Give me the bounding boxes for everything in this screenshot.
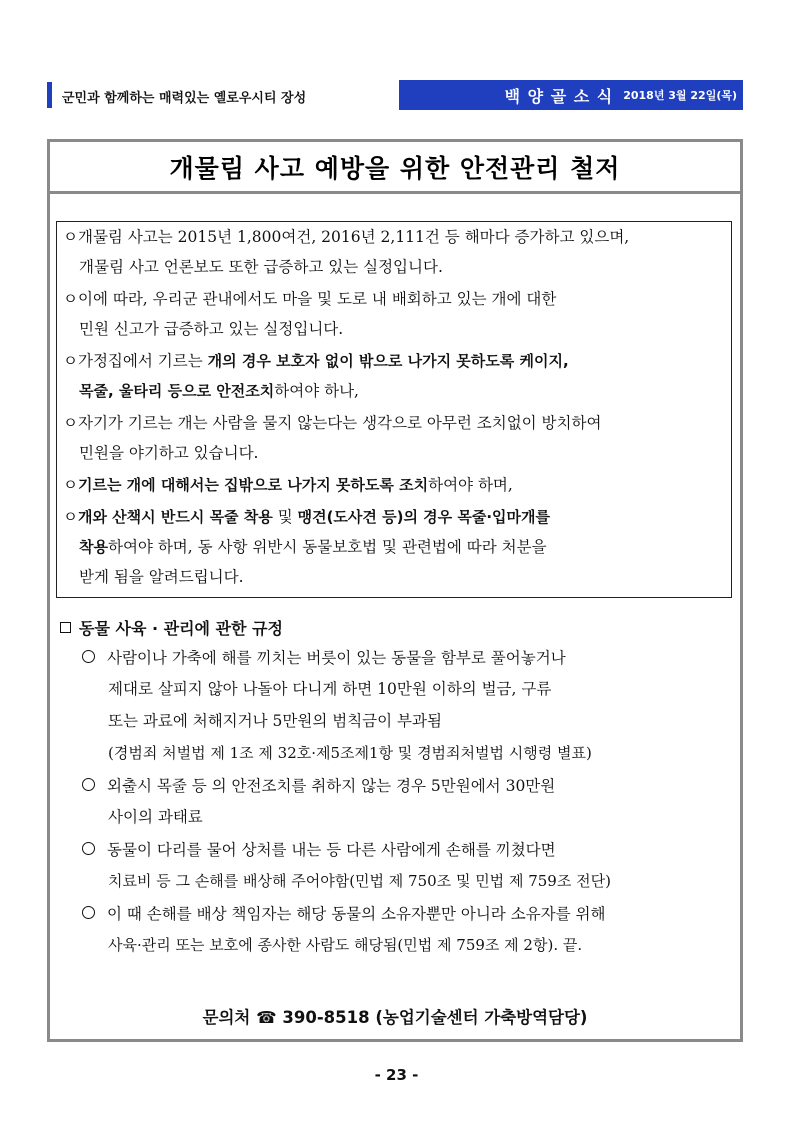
notice-text: 및: [272, 508, 298, 526]
notice-line: 개물림 사고 언론보도 또한 급증하고 있는 실정입니다.: [79, 258, 443, 276]
header-bulletin-box: [399, 80, 743, 110]
regulation-line: 사이의 과태료: [108, 808, 203, 826]
notice-text: ㅇ: [63, 476, 78, 494]
regulation-item: [82, 842, 556, 859]
header-accent-bar: [47, 82, 52, 108]
notice-line: [63, 478, 513, 494]
notice-text: 하여야 하나,: [274, 382, 359, 400]
square-bullet-icon: [60, 622, 71, 633]
regulation-reference: (경범죄 처벌법 제 1조 제 32호·제5조제1항 및 경범죄처벌법 시행령 별표): [108, 744, 592, 762]
article-title: 개물림 사고 예방을 위한 안전관리 철저: [169, 153, 621, 183]
regulation-item: [82, 650, 566, 667]
notice-line: [63, 354, 569, 370]
header-slogan: 군민과 함께하는 매력있는 옐로우시티 장성: [62, 91, 307, 106]
notice-line: [79, 540, 547, 556]
notice-line: 민원을 야기하고 있습니다.: [79, 444, 259, 462]
notice-line: 받게 됨을 알려드립니다.: [79, 568, 244, 586]
circle-bullet-icon: [82, 842, 95, 855]
notice-line: ㅇ이에 따라, 우리군 관내에서도 마을 및 도로 내 배회하고 있는 개에 대한: [63, 290, 557, 308]
circle-bullet-icon: [82, 778, 95, 791]
notice-text: ㅇ가정집에서 기르는: [63, 352, 208, 370]
notice-emphasis: 개와 산책시 반드시 목줄 착용: [77, 508, 273, 526]
regulation-text: 외출시 목줄 등 의 안전조치를 취하지 않는 경우 5만원에서 30만원: [107, 777, 556, 795]
notice-emphasis: 착용: [79, 538, 108, 556]
regulation-line: 사육·관리 또는 보호에 종사한 사람도 해당됨(민법 제 759조 제 2항). 끝.: [108, 936, 583, 954]
notice-text: 하여야 하며,: [428, 476, 513, 494]
regulation-line: 제대로 살피지 않아 나돌아 다니게 하면 10만원 이하의 벌금, 구류: [108, 680, 552, 698]
notice-line: 민원 신고가 급증하고 있는 실정입니다.: [79, 320, 344, 338]
regulation-text: 이 때 손해를 배상 책임자는 해당 동물의 소유자뿐만 아니라 소유자를 위해: [107, 905, 606, 923]
circle-bullet-icon: [82, 650, 95, 663]
notice-line: ㅇ개물림 사고는 2015년 1,800여건, 2016년 2,111건 등 해마다 증가하고 있으며,: [63, 228, 630, 246]
page-number: - 23 -: [374, 1066, 419, 1084]
contact-info: 문의처 ☎ 390-8518 (농업기술센터 가축방역담당): [202, 1008, 588, 1027]
page-header: [47, 80, 743, 110]
regulation-line: 치료비 등 그 손해를 배상해 주어야함(민법 제 750조 및 민법 제 759조 전단): [108, 872, 611, 890]
regulation-text: 사람이나 가축에 해를 끼치는 버릇이 있는 동물을 함부로 풀어놓거나: [107, 649, 566, 667]
notice-emphasis: 개의 경우 보호자 없이 밖으로 나가지 못하도록 케이지,: [207, 352, 569, 370]
regulation-item: [82, 906, 605, 923]
regulation-line: 또는 과료에 처해지거나 5만원의 범칙금이 부과됨: [108, 712, 442, 730]
title-row: [50, 142, 740, 194]
notice-emphasis: 맹견(도사견 등)의 경우 목줄·입마개를: [297, 508, 551, 526]
notice-emphasis: 목줄, 울타리 등으로 안전조치: [79, 382, 275, 400]
notice-line: [63, 510, 550, 526]
notice-line: [79, 384, 359, 400]
bulletin-name: 백 양 골 소 식: [504, 86, 614, 106]
regulation-text: 동물이 다리를 물어 상처를 내는 등 다른 사람에게 손해를 끼쳤다면: [107, 841, 556, 859]
notice-text: 하여야 하며, 동 사항 위반시 동물보호법 및 관련법에 따라 처분을: [107, 538, 547, 556]
notice-line: ㅇ자기가 기르는 개는 사람을 물지 않는다는 생각으로 아무런 조치없이 방치하여: [63, 414, 602, 432]
regulation-item: [82, 778, 555, 795]
circle-bullet-icon: [82, 906, 95, 919]
notice-box: [56, 221, 732, 598]
article-frame: [47, 139, 743, 1042]
regulations-heading: [60, 616, 283, 639]
notice-emphasis: 기르는 개에 대해서는 집밖으로 나가지 못하도록 조치: [77, 476, 429, 494]
notice-text: ㅇ: [63, 508, 78, 526]
bulletin-date: 2018년 3월 22일(목): [623, 89, 737, 102]
regulations-heading-text: 동물 사육 · 관리에 관한 규정: [79, 619, 283, 638]
